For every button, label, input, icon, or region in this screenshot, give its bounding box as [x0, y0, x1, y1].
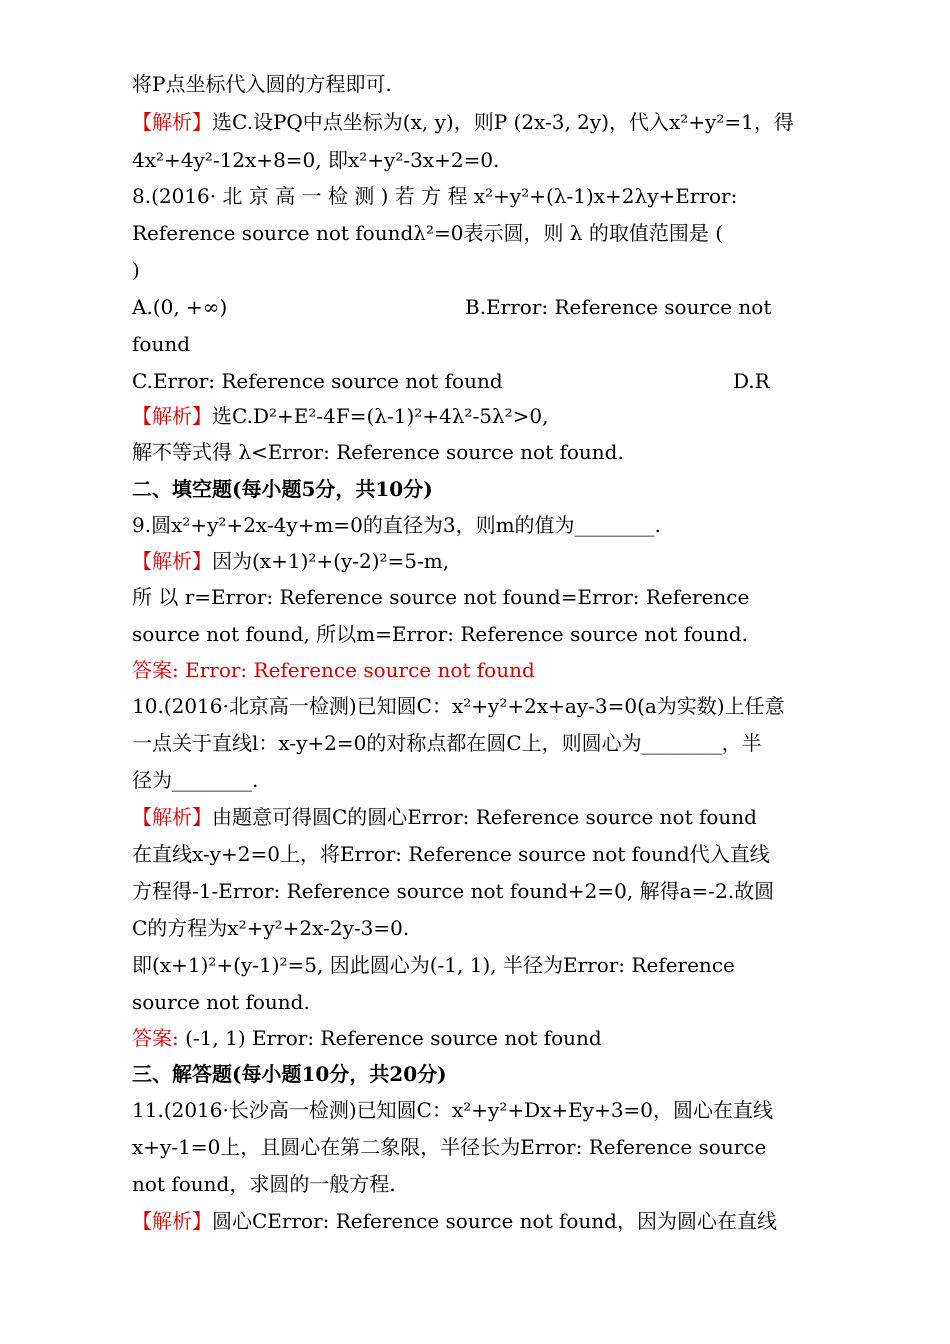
- text-line: 解不等式得 λ<Error: Reference source not found.: [132, 440, 624, 464]
- answer-marker: 答案:: [132, 1026, 179, 1050]
- text-line: 径为________.: [132, 768, 259, 792]
- question-line: 11.(2016·长沙高一检测)已知圆C：x²+y²+Dx+Ey+3=0，圆心在直线: [132, 1098, 774, 1122]
- text-line: source not found.: [132, 990, 310, 1014]
- text-line: 方程得-1-Error: Reference source not found+2=0, 解得a=-2.故圆: [132, 879, 775, 903]
- analysis-line: 【解析】圆心CError: Reference source not found，因为圆心在直线: [132, 1209, 777, 1233]
- question-line: x+y-1=0上，且圆心在第二象限，半径长为Error: Reference source: [132, 1135, 767, 1159]
- text-line: not found，求圆的一般方程.: [132, 1172, 396, 1196]
- option-b: B.Error: Reference source not: [465, 295, 772, 319]
- analysis-marker: 【解析】: [132, 805, 212, 829]
- section-heading: 二、填空题(每小题5分，共10分): [132, 477, 433, 501]
- text-line: ): [132, 258, 140, 282]
- question-line: 10.(2016·北京高一检测)已知圆C：x²+y²+2x+ay-3=0(a为实数)上任意: [132, 694, 785, 718]
- text-line: C的方程为x²+y²+2x-2y-3=0.: [132, 916, 410, 940]
- option-d: D.R: [733, 369, 770, 393]
- analysis-line: 【解析】由题意可得圆C的圆心Error: Reference source not found: [132, 805, 757, 829]
- analysis-marker: 【解析】: [132, 1209, 212, 1233]
- analysis-line: 【解析】选C.D²+E²-4F=(λ-1)²+4λ²-5λ²>0,: [132, 404, 549, 428]
- text-line: source not found, 所以m=Error: Reference source not found.: [132, 622, 748, 646]
- question-line: 8.(2016· 北 京 高 一 检 测 ) 若 方 程 x²+y²+(λ-1)x+2λy+Error:: [132, 184, 738, 208]
- analysis-line: 【解析】因为(x+1)²+(y-2)²=5-m,: [132, 549, 450, 573]
- text-line: found: [132, 332, 191, 356]
- answer-line: 答案: Error: Reference source not found: [132, 658, 535, 682]
- text-line: 4x²+4y²-12x+8=0, 即x²+y²-3x+2=0.: [132, 148, 500, 172]
- text-line: 在直线x-y+2=0上，将Error: Reference source not found代入直线: [132, 842, 770, 866]
- section-heading: 三、解答题(每小题10分，共20分): [132, 1062, 447, 1086]
- option-c: C.Error: Reference source not found: [132, 369, 503, 393]
- option-a: A.(0, +∞): [132, 295, 228, 319]
- text-line: 将P点坐标代入圆的方程即可.: [132, 72, 392, 96]
- text-line: 即(x+1)²+(y-1)²=5, 因此圆心为(-1, 1), 半径为Error: Reference: [132, 953, 735, 977]
- text-fragment: 选C.设PQ中点坐标为(x, y)，则P (2x-3, 2y)，代入x²+y²=1，得: [212, 110, 794, 134]
- question-line: 9.圆x²+y²+2x-4y+m=0的直径为3，则m的值为________.: [132, 513, 661, 537]
- answer-line: 答案: (-1, 1) Error: Reference source not found: [132, 1026, 602, 1050]
- question-line: Reference source not foundλ²=0表示圆，则 λ 的取值范围是 (: [132, 221, 723, 245]
- analysis-marker: 【解析】: [132, 404, 212, 428]
- analysis-marker: 【解析】: [132, 110, 212, 134]
- analysis-marker: 【解析】: [132, 549, 212, 573]
- question-line: 一点关于直线l：x-y+2=0的对称点都在圆C上，则圆心为________，半: [132, 731, 762, 755]
- text-line: 所 以 r=Error: Reference source not found=Error: Reference: [132, 585, 750, 609]
- analysis-line: [132, 104, 818, 140]
